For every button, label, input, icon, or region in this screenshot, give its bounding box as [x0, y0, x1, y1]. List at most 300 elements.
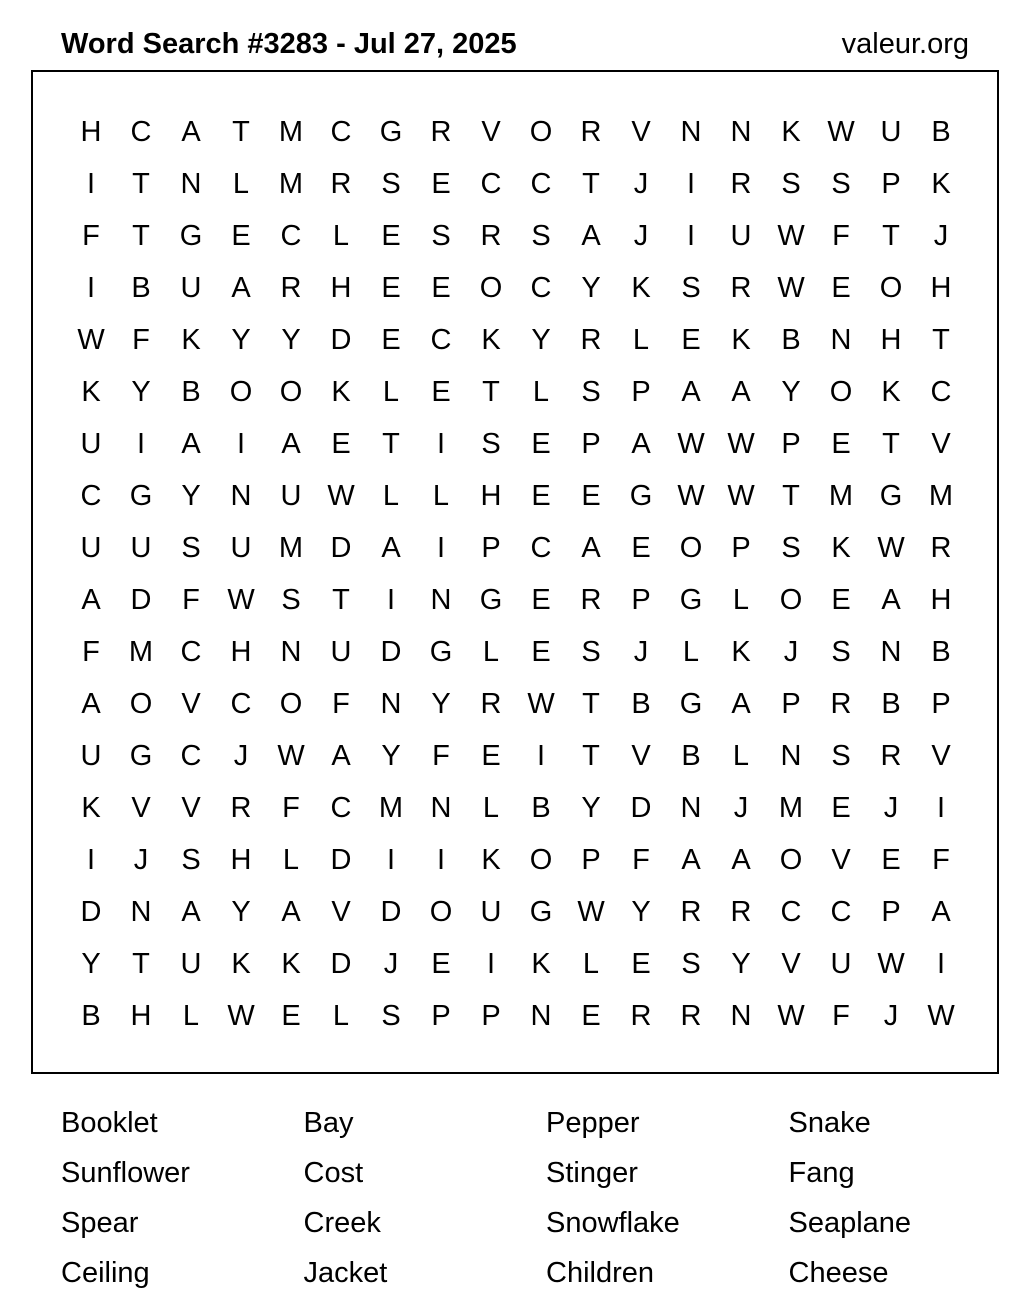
grid-cell[interactable]: S [681, 271, 701, 304]
grid-cell[interactable]: R [480, 219, 502, 252]
grid-cell[interactable]: J [883, 999, 899, 1032]
grid-cell[interactable]: D [380, 635, 402, 668]
grid-cell[interactable]: L [332, 219, 350, 252]
grid-cell[interactable]: C [330, 791, 352, 824]
grid-cell[interactable]: R [230, 791, 252, 824]
grid-cell[interactable]: Y [581, 271, 601, 304]
grid-cell[interactable]: T [132, 167, 150, 200]
grid-cell[interactable]: O [529, 843, 553, 876]
grid-cell[interactable]: U [480, 895, 502, 928]
grid-cell[interactable]: R [680, 895, 702, 928]
grid-cell[interactable]: A [331, 739, 351, 772]
grid-cell[interactable]: C [830, 895, 852, 928]
grid-cell[interactable]: K [931, 167, 951, 200]
grid-cell[interactable]: P [881, 895, 901, 928]
grid-cell[interactable]: C [130, 115, 152, 148]
grid-cell[interactable]: A [231, 271, 251, 304]
grid-cell[interactable]: W [277, 739, 305, 772]
grid-cell[interactable]: F [332, 687, 350, 720]
grid-cell[interactable]: F [82, 635, 100, 668]
grid-cell[interactable]: T [132, 947, 150, 980]
grid-cell[interactable]: F [632, 843, 650, 876]
grid-cell[interactable]: K [481, 843, 501, 876]
grid-cell[interactable]: K [731, 635, 751, 668]
grid-cell[interactable]: N [680, 791, 702, 824]
grid-cell[interactable]: R [730, 167, 752, 200]
grid-cell[interactable]: P [631, 583, 651, 616]
grid-cell[interactable]: F [932, 843, 950, 876]
grid-cell[interactable]: W [677, 479, 705, 512]
grid-cell[interactable]: E [631, 531, 651, 564]
grid-cell[interactable]: N [430, 791, 452, 824]
grid-cell[interactable]: Y [631, 895, 651, 928]
grid-cell[interactable]: E [881, 843, 901, 876]
grid-cell[interactable]: A [381, 531, 401, 564]
grid-cell[interactable]: L [532, 375, 550, 408]
grid-cell[interactable]: I [936, 791, 946, 824]
grid-cell[interactable]: C [80, 479, 102, 512]
grid-cell[interactable]: W [777, 271, 805, 304]
grid-cell[interactable]: B [631, 687, 651, 720]
grid-cell[interactable]: B [931, 115, 951, 148]
grid-cell[interactable]: C [330, 115, 352, 148]
grid-cell[interactable]: S [831, 167, 851, 200]
grid-cell[interactable]: R [730, 271, 752, 304]
grid-cell[interactable]: F [182, 583, 200, 616]
grid-cell[interactable]: C [480, 167, 502, 200]
grid-cell[interactable]: H [80, 115, 102, 148]
grid-cell[interactable]: Y [131, 375, 151, 408]
grid-cell[interactable]: E [681, 323, 701, 356]
grid-cell[interactable]: U [180, 271, 202, 304]
grid-cell[interactable]: P [781, 427, 801, 460]
grid-cell[interactable]: W [777, 219, 805, 252]
grid-cell[interactable]: S [581, 635, 601, 668]
grid-cell[interactable]: N [830, 323, 852, 356]
grid-cell[interactable]: K [281, 947, 301, 980]
grid-cell[interactable]: O [279, 375, 303, 408]
grid-cell[interactable]: E [631, 947, 651, 980]
grid-cell[interactable]: U [230, 531, 252, 564]
grid-cell[interactable]: T [332, 583, 350, 616]
grid-cell[interactable]: V [131, 791, 151, 824]
grid-cell[interactable]: O [829, 375, 853, 408]
grid-cell[interactable]: Y [231, 895, 251, 928]
grid-cell[interactable]: M [778, 791, 804, 824]
grid-cell[interactable]: N [880, 635, 902, 668]
grid-cell[interactable]: B [931, 635, 951, 668]
grid-cell[interactable]: U [80, 531, 102, 564]
grid-cell[interactable]: E [531, 427, 551, 460]
grid-cell[interactable]: A [181, 115, 201, 148]
grid-cell[interactable]: K [481, 323, 501, 356]
grid-cell[interactable]: C [180, 739, 202, 772]
grid-cell[interactable]: E [381, 271, 401, 304]
grid-cell[interactable]: F [82, 219, 100, 252]
grid-cell[interactable]: W [877, 947, 905, 980]
grid-cell[interactable]: O [529, 115, 553, 148]
grid-cell[interactable]: E [831, 583, 851, 616]
grid-cell[interactable]: C [530, 167, 552, 200]
grid-cell[interactable]: K [81, 375, 101, 408]
grid-cell[interactable]: D [80, 895, 102, 928]
grid-cell[interactable]: H [930, 583, 952, 616]
grid-cell[interactable]: E [381, 219, 401, 252]
grid-cell[interactable]: G [379, 115, 403, 148]
grid-cell[interactable]: S [181, 531, 201, 564]
grid-cell[interactable]: U [80, 427, 102, 460]
grid-cell[interactable]: A [281, 895, 301, 928]
grid-cell[interactable]: V [931, 427, 951, 460]
grid-cell[interactable]: K [631, 271, 651, 304]
grid-cell[interactable]: L [582, 947, 600, 980]
grid-cell[interactable]: A [81, 583, 101, 616]
grid-cell[interactable]: K [331, 375, 351, 408]
grid-cell[interactable]: R [580, 583, 602, 616]
grid-cell[interactable]: C [530, 271, 552, 304]
grid-cell[interactable]: T [232, 115, 250, 148]
grid-cell[interactable]: M [828, 479, 854, 512]
grid-cell[interactable]: I [936, 947, 946, 980]
grid-cell[interactable]: T [482, 375, 500, 408]
grid-cell[interactable]: Y [81, 947, 101, 980]
grid-cell[interactable]: Y [781, 375, 801, 408]
grid-cell[interactable]: L [732, 739, 750, 772]
grid-cell[interactable]: G [429, 635, 453, 668]
grid-cell[interactable]: N [230, 479, 252, 512]
grid-cell[interactable]: K [881, 375, 901, 408]
grid-cell[interactable]: K [231, 947, 251, 980]
grid-cell[interactable]: H [480, 479, 502, 512]
grid-cell[interactable]: W [877, 531, 905, 564]
grid-cell[interactable]: M [278, 115, 304, 148]
grid-cell[interactable]: Y [531, 323, 551, 356]
grid-cell[interactable]: H [230, 843, 252, 876]
grid-cell[interactable]: S [381, 999, 401, 1032]
grid-cell[interactable]: P [481, 531, 501, 564]
grid-cell[interactable]: U [880, 115, 902, 148]
grid-cell[interactable]: E [231, 219, 251, 252]
grid-cell[interactable]: W [927, 999, 955, 1032]
grid-cell[interactable]: H [930, 271, 952, 304]
grid-cell[interactable]: D [330, 531, 352, 564]
grid-cell[interactable]: E [531, 635, 551, 668]
grid-cell[interactable]: T [782, 479, 800, 512]
grid-cell[interactable]: L [682, 635, 700, 668]
grid-cell[interactable]: D [630, 791, 652, 824]
grid-cell[interactable]: F [432, 739, 450, 772]
grid-cell[interactable]: Y [381, 739, 401, 772]
grid-cell[interactable]: Y [581, 791, 601, 824]
grid-cell[interactable]: B [781, 323, 801, 356]
grid-cell[interactable]: N [130, 895, 152, 928]
grid-cell[interactable]: I [386, 843, 396, 876]
grid-cell[interactable]: W [727, 479, 755, 512]
grid-cell[interactable]: S [781, 531, 801, 564]
grid-cell[interactable]: Y [231, 323, 251, 356]
grid-cell[interactable]: T [932, 323, 950, 356]
grid-cell[interactable]: H [880, 323, 902, 356]
grid-cell[interactable]: T [582, 167, 600, 200]
grid-cell[interactable]: P [881, 167, 901, 200]
grid-cell[interactable]: N [380, 687, 402, 720]
grid-cell[interactable]: V [181, 791, 201, 824]
grid-cell[interactable]: L [382, 479, 400, 512]
grid-cell[interactable]: P [431, 999, 451, 1032]
grid-cell[interactable]: F [132, 323, 150, 356]
grid-cell[interactable]: W [727, 427, 755, 460]
grid-cell[interactable]: A [881, 583, 901, 616]
grid-cell[interactable]: I [436, 531, 446, 564]
grid-cell[interactable]: P [631, 375, 651, 408]
grid-cell[interactable]: N [780, 739, 802, 772]
grid-cell[interactable]: G [679, 583, 703, 616]
grid-cell[interactable]: S [481, 427, 501, 460]
grid-cell[interactable]: N [280, 635, 302, 668]
grid-cell[interactable]: R [330, 167, 352, 200]
grid-cell[interactable]: O [779, 843, 803, 876]
grid-cell[interactable]: F [832, 999, 850, 1032]
grid-cell[interactable]: Y [281, 323, 301, 356]
grid-cell[interactable]: J [633, 219, 649, 252]
grid-cell[interactable]: L [632, 323, 650, 356]
grid-cell[interactable]: L [482, 635, 500, 668]
grid-cell[interactable]: K [181, 323, 201, 356]
grid-cell[interactable]: V [631, 739, 651, 772]
grid-cell[interactable]: V [931, 739, 951, 772]
grid-cell[interactable]: S [381, 167, 401, 200]
grid-cell[interactable]: Y [731, 947, 751, 980]
grid-cell[interactable]: C [530, 531, 552, 564]
grid-cell[interactable]: Y [181, 479, 201, 512]
grid-cell[interactable]: A [81, 687, 101, 720]
grid-cell[interactable]: J [933, 219, 949, 252]
grid-cell[interactable]: K [81, 791, 101, 824]
grid-cell[interactable]: A [181, 427, 201, 460]
grid-cell[interactable]: C [280, 219, 302, 252]
grid-cell[interactable]: P [581, 843, 601, 876]
grid-cell[interactable]: W [577, 895, 605, 928]
grid-cell[interactable]: K [531, 947, 551, 980]
grid-cell[interactable]: S [581, 375, 601, 408]
grid-cell[interactable]: M [928, 479, 954, 512]
grid-cell[interactable]: A [581, 219, 601, 252]
grid-cell[interactable]: T [382, 427, 400, 460]
grid-cell[interactable]: I [86, 167, 96, 200]
grid-cell[interactable]: L [482, 791, 500, 824]
grid-cell[interactable]: G [129, 739, 153, 772]
grid-cell[interactable]: J [233, 739, 249, 772]
grid-cell[interactable]: E [381, 323, 401, 356]
grid-cell[interactable]: N [730, 999, 752, 1032]
grid-cell[interactable]: V [781, 947, 801, 980]
grid-cell[interactable]: E [281, 999, 301, 1032]
grid-cell[interactable]: E [531, 479, 551, 512]
grid-cell[interactable]: U [280, 479, 302, 512]
grid-cell[interactable]: C [430, 323, 452, 356]
grid-cell[interactable]: E [531, 583, 551, 616]
grid-cell[interactable]: W [77, 323, 105, 356]
grid-cell[interactable]: W [227, 583, 255, 616]
grid-cell[interactable]: M [278, 167, 304, 200]
grid-cell[interactable]: K [731, 323, 751, 356]
grid-cell[interactable]: M [278, 531, 304, 564]
grid-cell[interactable]: O [229, 375, 253, 408]
grid-cell[interactable]: O [129, 687, 153, 720]
grid-cell[interactable]: K [781, 115, 801, 148]
grid-cell[interactable]: J [783, 635, 799, 668]
grid-cell[interactable]: V [631, 115, 651, 148]
grid-cell[interactable]: D [330, 843, 352, 876]
grid-cell[interactable]: C [930, 375, 952, 408]
grid-cell[interactable]: U [730, 219, 752, 252]
grid-cell[interactable]: N [530, 999, 552, 1032]
grid-cell[interactable]: R [580, 323, 602, 356]
grid-cell[interactable]: J [733, 791, 749, 824]
grid-cell[interactable]: E [581, 999, 601, 1032]
grid-cell[interactable]: L [232, 167, 250, 200]
grid-cell[interactable]: E [431, 271, 451, 304]
grid-cell[interactable]: R [830, 687, 852, 720]
grid-cell[interactable]: W [677, 427, 705, 460]
grid-cell[interactable]: P [931, 687, 951, 720]
grid-cell[interactable]: G [529, 895, 553, 928]
grid-cell[interactable]: A [731, 375, 751, 408]
grid-cell[interactable]: U [330, 635, 352, 668]
grid-cell[interactable]: W [527, 687, 555, 720]
grid-cell[interactable]: J [133, 843, 149, 876]
grid-cell[interactable]: T [882, 427, 900, 460]
grid-cell[interactable]: A [931, 895, 951, 928]
grid-cell[interactable]: R [930, 531, 952, 564]
grid-cell[interactable]: E [831, 791, 851, 824]
grid-cell[interactable]: U [130, 531, 152, 564]
grid-cell[interactable]: I [436, 843, 446, 876]
grid-cell[interactable]: T [582, 739, 600, 772]
grid-cell[interactable]: O [679, 531, 703, 564]
grid-cell[interactable]: S [181, 843, 201, 876]
grid-cell[interactable]: A [731, 843, 751, 876]
grid-cell[interactable]: J [383, 947, 399, 980]
grid-cell[interactable]: O [879, 271, 903, 304]
grid-cell[interactable]: F [832, 219, 850, 252]
grid-cell[interactable]: D [330, 947, 352, 980]
grid-cell[interactable]: S [531, 219, 551, 252]
grid-cell[interactable]: B [81, 999, 101, 1032]
grid-cell[interactable]: S [281, 583, 301, 616]
grid-cell[interactable]: T [882, 219, 900, 252]
grid-cell[interactable]: Y [431, 687, 451, 720]
grid-cell[interactable]: G [629, 479, 653, 512]
grid-cell[interactable]: L [332, 999, 350, 1032]
grid-cell[interactable]: G [479, 583, 503, 616]
grid-cell[interactable]: W [827, 115, 855, 148]
grid-cell[interactable]: P [731, 531, 751, 564]
grid-cell[interactable]: B [131, 271, 151, 304]
grid-cell[interactable]: B [531, 791, 551, 824]
grid-cell[interactable]: J [633, 635, 649, 668]
grid-cell[interactable]: I [86, 271, 96, 304]
grid-cell[interactable]: R [880, 739, 902, 772]
grid-cell[interactable]: A [181, 895, 201, 928]
grid-cell[interactable]: T [582, 687, 600, 720]
grid-cell[interactable]: R [480, 687, 502, 720]
grid-cell[interactable]: L [732, 583, 750, 616]
grid-cell[interactable]: L [432, 479, 450, 512]
grid-cell[interactable]: S [781, 167, 801, 200]
grid-cell[interactable]: J [633, 167, 649, 200]
grid-cell[interactable]: O [429, 895, 453, 928]
grid-cell[interactable]: I [686, 167, 696, 200]
grid-cell[interactable]: R [280, 271, 302, 304]
grid-cell[interactable]: O [479, 271, 503, 304]
grid-cell[interactable]: R [730, 895, 752, 928]
grid-cell[interactable]: N [180, 167, 202, 200]
grid-cell[interactable]: R [430, 115, 452, 148]
grid-cell[interactable]: B [881, 687, 901, 720]
grid-cell[interactable]: S [831, 635, 851, 668]
grid-cell[interactable]: H [230, 635, 252, 668]
grid-cell[interactable]: F [282, 791, 300, 824]
grid-cell[interactable]: P [581, 427, 601, 460]
grid-cell[interactable]: A [631, 427, 651, 460]
grid-cell[interactable]: S [831, 739, 851, 772]
grid-cell[interactable]: D [330, 323, 352, 356]
grid-cell[interactable]: N [680, 115, 702, 148]
grid-cell[interactable]: I [86, 843, 96, 876]
grid-cell[interactable]: E [581, 479, 601, 512]
grid-cell[interactable]: I [436, 427, 446, 460]
grid-cell[interactable]: A [581, 531, 601, 564]
grid-cell[interactable]: W [777, 999, 805, 1032]
grid-cell[interactable]: V [481, 115, 501, 148]
grid-cell[interactable]: C [780, 895, 802, 928]
grid-cell[interactable]: V [331, 895, 351, 928]
grid-cell[interactable]: E [431, 167, 451, 200]
grid-cell[interactable]: C [230, 687, 252, 720]
grid-cell[interactable]: M [128, 635, 154, 668]
grid-cell[interactable]: I [486, 947, 496, 980]
grid-cell[interactable]: H [330, 271, 352, 304]
grid-cell[interactable]: E [431, 375, 451, 408]
grid-cell[interactable]: E [831, 427, 851, 460]
grid-cell[interactable]: G [679, 687, 703, 720]
grid-cell[interactable]: L [182, 999, 200, 1032]
grid-cell[interactable]: G [179, 219, 203, 252]
grid-cell[interactable]: I [136, 427, 146, 460]
grid-cell[interactable]: H [130, 999, 152, 1032]
grid-cell[interactable]: N [430, 583, 452, 616]
grid-cell[interactable]: S [681, 947, 701, 980]
grid-cell[interactable]: I [536, 739, 546, 772]
grid-cell[interactable]: A [731, 687, 751, 720]
grid-cell[interactable]: R [630, 999, 652, 1032]
grid-cell[interactable]: N [730, 115, 752, 148]
grid-cell[interactable]: U [80, 739, 102, 772]
grid-cell[interactable]: P [781, 687, 801, 720]
grid-cell[interactable]: I [686, 219, 696, 252]
grid-cell[interactable]: E [331, 427, 351, 460]
grid-cell[interactable]: I [386, 583, 396, 616]
grid-cell[interactable]: A [281, 427, 301, 460]
grid-cell[interactable]: S [431, 219, 451, 252]
grid-cell[interactable]: T [132, 219, 150, 252]
grid-cell[interactable]: V [181, 687, 201, 720]
grid-cell[interactable]: B [181, 375, 201, 408]
grid-cell[interactable]: D [130, 583, 152, 616]
grid-cell[interactable]: M [378, 791, 404, 824]
grid-cell[interactable]: D [380, 895, 402, 928]
